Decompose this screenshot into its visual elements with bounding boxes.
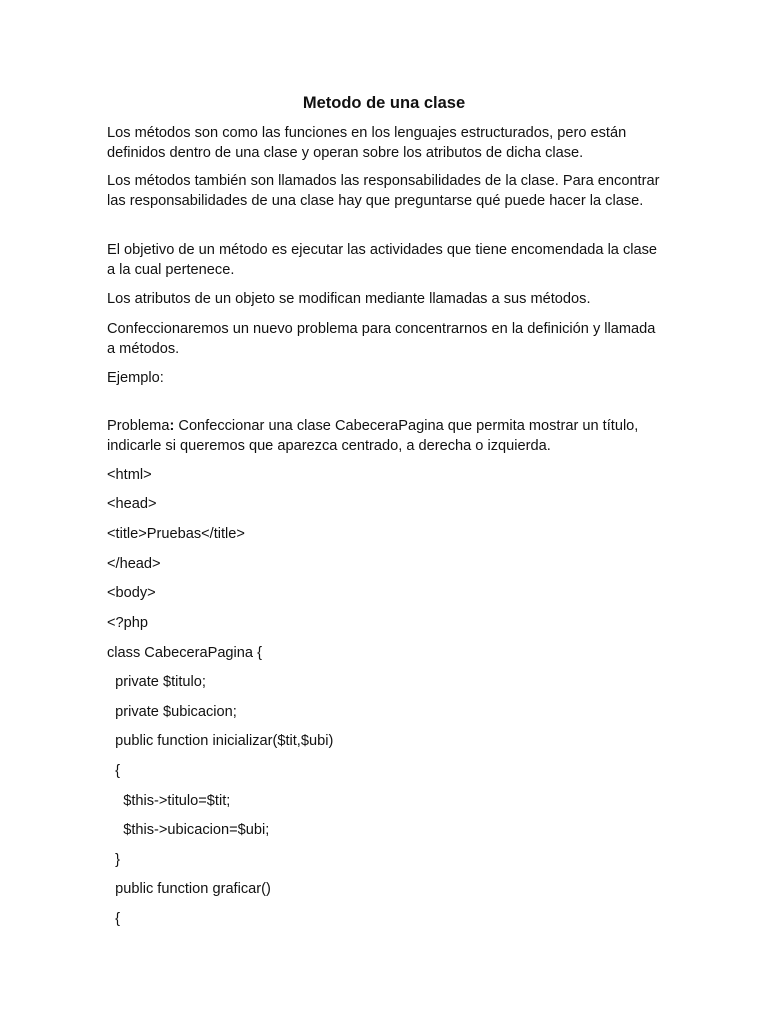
paragraph-6: Ejemplo: bbox=[107, 370, 164, 386]
code-line: </head> bbox=[107, 556, 161, 572]
code-line: <?php bbox=[107, 615, 148, 631]
code-line: public function inicializar($tit,$ubi) bbox=[107, 733, 334, 749]
code-line: <head> bbox=[107, 496, 157, 512]
problem-paragraph bbox=[107, 416, 667, 456]
problem-text: Confeccionar una clase CabeceraPagina que permita mostrar un título, indicarle si queremos que aparezca centrado, a derecha o izquierda. bbox=[107, 418, 639, 454]
code-line: class CabeceraPagina { bbox=[107, 645, 262, 661]
paragraph-5: Confeccionaremos un nuevo problema para concentrarnos en la definición y llamada a métodos. bbox=[107, 321, 656, 357]
paragraph-4: Los atributos de un objeto se modifican mediante llamadas a sus métodos. bbox=[107, 291, 591, 307]
code-line: { bbox=[107, 763, 120, 779]
code-line: <body> bbox=[107, 585, 156, 601]
code-line: private $titulo; bbox=[107, 674, 206, 690]
code-line: $this->titulo=$tit; bbox=[107, 793, 231, 809]
code-line: <title>Pruebas</title> bbox=[107, 526, 245, 542]
code-line: public function graficar() bbox=[107, 881, 271, 897]
code-line: <html> bbox=[107, 467, 152, 483]
problem-colon: : bbox=[169, 418, 175, 434]
code-line: } bbox=[107, 852, 120, 868]
paragraph-2: Los métodos también son llamados las responsabilidades de la clase. Para encontrar las responsabilidades de una clase hay que preguntarse qué puede hacer la clase. bbox=[107, 173, 660, 209]
paragraph-1: Los métodos son como las funciones en los lenguajes estructurados, pero están definidos dentro de una clase y operan sobre los atributos de dicha clase. bbox=[107, 125, 627, 161]
code-line: { bbox=[107, 911, 120, 927]
document-title: Metodo de una clase bbox=[302, 94, 466, 112]
code-line: private $ubicacion; bbox=[107, 704, 237, 720]
paragraph-3: El objetivo de un método es ejecutar las actividades que tiene encomendada la clase a la cual pertenece. bbox=[107, 242, 658, 278]
problem-label: Problema bbox=[107, 418, 170, 434]
code-line: $this->ubicacion=$ubi; bbox=[107, 822, 270, 838]
